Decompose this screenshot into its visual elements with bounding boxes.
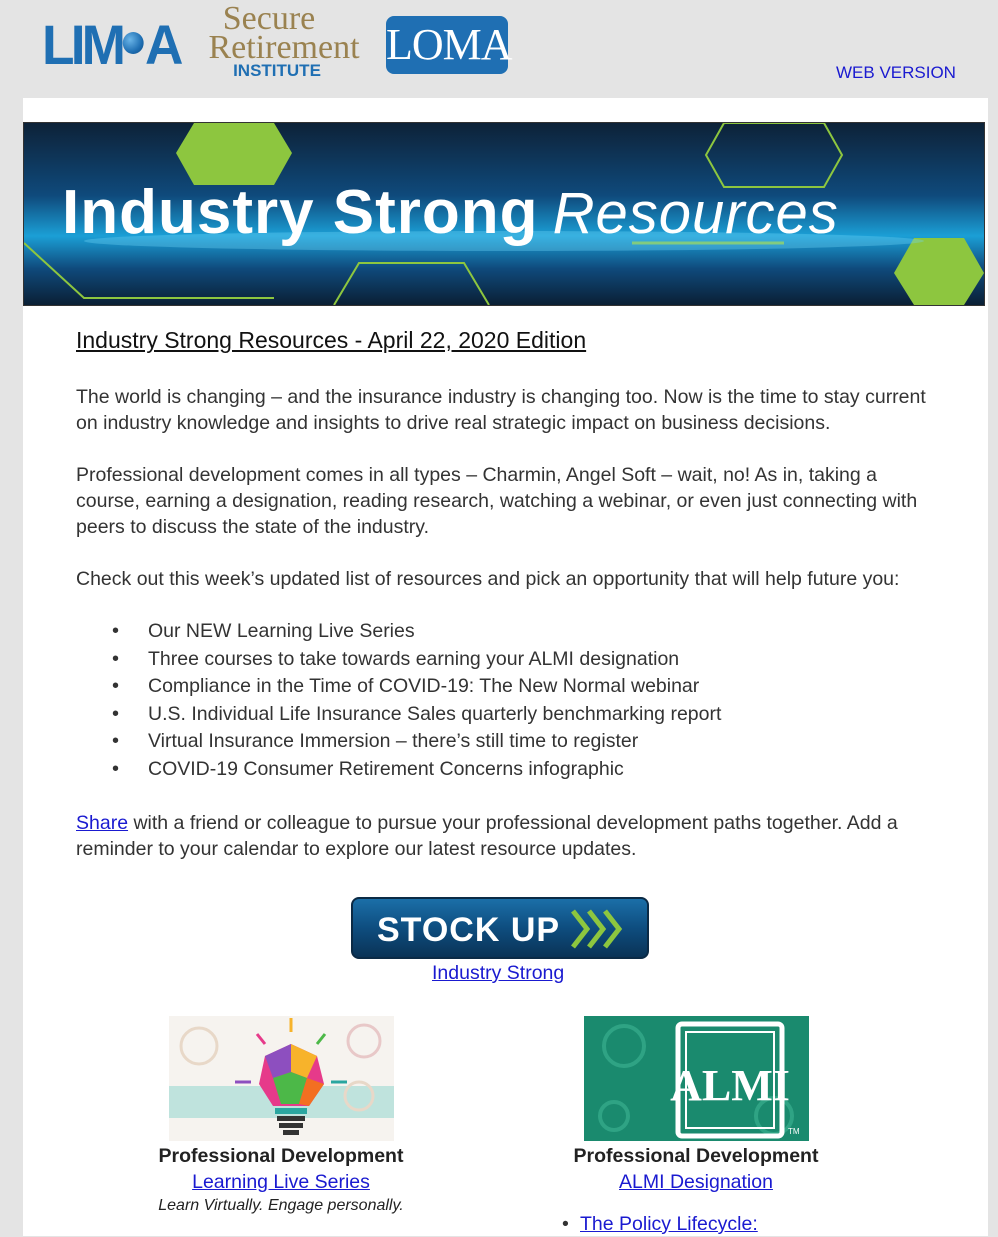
stock-up-button[interactable] bbox=[351, 897, 649, 959]
edition-title: Industry Strong Resources - April 22, 2020 Edition bbox=[76, 327, 587, 353]
banner-title bbox=[62, 175, 839, 252]
learning-live-column bbox=[131, 1016, 431, 1217]
list-item: • Our NEW Learning Live Series bbox=[112, 618, 936, 646]
learning-live-tagline: Learn Virtually. Engage personally. bbox=[158, 1197, 404, 1214]
banner-title-italic: Resources bbox=[552, 181, 839, 246]
limra-logo[interactable]: LIM A bbox=[42, 13, 180, 76]
almi-designation-link[interactable]: ALMI Designation bbox=[619, 1171, 773, 1193]
svg-text:TM: TM bbox=[787, 1127, 800, 1136]
main-content bbox=[76, 326, 936, 888]
banner-title-bold: Industry Strong bbox=[62, 178, 539, 247]
industry-strong-link[interactable]: Industry Strong bbox=[432, 962, 565, 984]
share-paragraph bbox=[76, 810, 936, 862]
column-kicker: Professional Development bbox=[573, 1145, 819, 1167]
list-item: • Three courses to take towards earning your ALMI designation bbox=[112, 646, 936, 674]
almi-courses-list bbox=[564, 1211, 864, 1237]
stock-up-label: STOCK UP bbox=[377, 911, 561, 949]
chevrons-right-icon bbox=[569, 907, 629, 951]
share-link[interactable]: Share bbox=[76, 811, 129, 834]
loma-logo[interactable]: LOMA bbox=[386, 16, 508, 74]
sri-logo-line1: Secure bbox=[222, 0, 316, 37]
resources-list bbox=[76, 618, 936, 784]
almi-image[interactable] bbox=[584, 1016, 809, 1141]
check-out-paragraph: Check out this week’s updated list of resources and pick an opportunity that will help future you: bbox=[76, 568, 900, 590]
list-item: • Virtual Insurance Immersion – there’s still time to register bbox=[112, 728, 936, 756]
list-item: • U.S. Individual Life Insurance Sales quarterly benchmarking report bbox=[112, 701, 936, 729]
professional-development-paragraph: Professional development comes in all types – Charmin, Angel Soft – wait, no! As in, taking a course, earning a designation, reading research, watching a webinar, or even just connecting with peers to discuss the state of the industry. bbox=[76, 464, 918, 538]
list-item bbox=[564, 1211, 864, 1237]
column-kicker: Professional Development bbox=[158, 1145, 404, 1167]
almi-designation-column bbox=[546, 1016, 846, 1237]
intro-paragraph: The world is changing – and the insurance industry is changing too. Now is the time to stay current on industry knowledge and insights to drive real strategic impact on business decisions. bbox=[76, 386, 926, 434]
sri-logo-line2: Retirement bbox=[208, 29, 360, 66]
banner-line-center bbox=[334, 263, 489, 305]
almi-logo-text: ALMI bbox=[669, 1061, 790, 1110]
web-version-link[interactable]: WEB VERSION bbox=[836, 63, 956, 82]
secure-retirement-institute-logo[interactable] bbox=[198, 0, 370, 80]
email-body-card bbox=[23, 98, 988, 1236]
sri-logo-line3: INSTITUTE bbox=[233, 61, 321, 80]
email-header bbox=[0, 0, 998, 98]
list-item: • Compliance in the Time of COVID-19: The New Normal webinar bbox=[112, 673, 936, 701]
lightbulb-icon bbox=[169, 1016, 394, 1141]
share-paragraph-text: with a friend or colleague to pursue your professional development paths together. Add a reminder to your calendar to explore our latest resource updates. bbox=[76, 811, 898, 860]
almi-logo-graphic bbox=[584, 1016, 809, 1141]
hexagon-bottom-right bbox=[894, 238, 984, 305]
learning-live-series-link[interactable]: Learning Live Series bbox=[192, 1171, 370, 1193]
list-item: • COVID-19 Consumer Retirement Concerns infographic bbox=[112, 756, 936, 784]
globe-icon bbox=[123, 32, 144, 54]
policy-lifecycle-link[interactable]: The Policy Lifecycle: bbox=[580, 1213, 758, 1235]
industry-strong-banner[interactable] bbox=[23, 122, 985, 306]
learning-live-image[interactable] bbox=[169, 1016, 394, 1141]
